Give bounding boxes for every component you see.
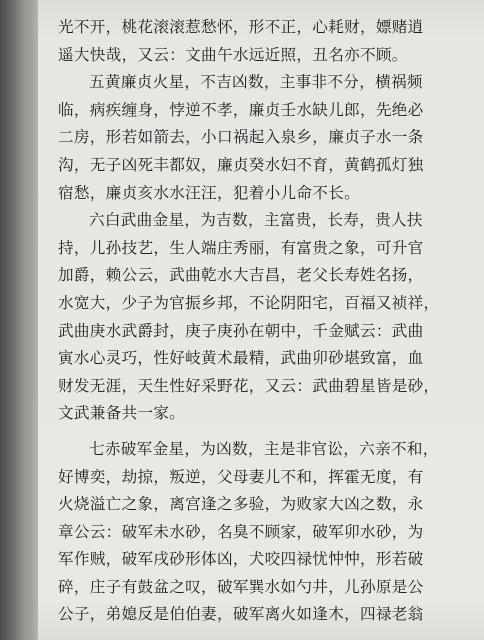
- text-line: 沟，无子凶死丰都奴，廉贞癸水妇不育，黄鹤孤灯独: [58, 155, 424, 174]
- text-line: 武曲庚水武爵封，庚子庚孙在朝中，千金赋云：武曲: [58, 321, 424, 340]
- paragraph-continuation: [58, 14, 458, 69]
- text-line: 二房，形若如箭去，小口祸起入泉乡，廉贞子水一条: [58, 128, 424, 147]
- text-line: 五黄廉贞火星，不吉凶数，主事非不分，横祸频: [89, 73, 423, 92]
- text-line: 火烧溢亡之象，离宫逢之多验，为败家大凶之数，永: [58, 495, 424, 514]
- page-text: [58, 14, 458, 629]
- text-line: 财发无涯，天生性好采野花，又云：武曲碧星皆是砂，: [58, 376, 440, 395]
- paragraph-seven-red: [58, 436, 458, 629]
- text-line: 公子，弟媳反是伯伯妻，破军离火如逢木，四禄老翁: [58, 605, 424, 624]
- text-line: 遥大快哉，又云：文曲午水远近照，丑名亦不顾。: [58, 45, 408, 64]
- book-binding-shadow: [0, 0, 34, 640]
- text-line: 持，儿孙技艺，生人端庄秀丽，有富贵之象，可升官: [58, 238, 424, 257]
- text-line: 宿愁，廉贞亥水水汪汪，犯着小儿命不长。: [58, 183, 360, 202]
- text-line: 光不开，桃花滚滚惹愁怀，形不正，心耗财，嫖赌逍: [58, 18, 424, 36]
- text-line: 水宽大，少子为官振乡邦，不论阴阳宅，百福又祯祥，: [58, 293, 440, 312]
- text-line: 军作贼，破军戌砂形体凶，犬咬四禄忧忡忡，形若破: [58, 550, 424, 569]
- text-line: 寅水心灵巧，性好岐黄术最精，武曲卯砂堪致富，血: [58, 349, 424, 368]
- text-line: 临，病疾缠身，悖逆不孝，廉贞壬水缺儿郎，先绝必: [58, 100, 424, 119]
- text-line: 加爵，赖公云，武曲乾水大吉昌，老父长寿姓名扬，: [58, 266, 424, 285]
- text-line: 章公云：破军未水砂，名臭不顾家，破军卯水砂，为: [58, 522, 424, 541]
- text-line: 好博奕，劫掠，叛逆，父母妻儿不和，挥霍无度，有: [58, 467, 424, 486]
- paragraph-gap: [58, 428, 458, 436]
- paragraph-six-white: [58, 207, 458, 428]
- text-line: 七赤破军金星，为凶数，主是非官讼，六亲不和，: [89, 439, 439, 458]
- text-line: 碎，庄子有鼓盆之叹，破军巽水如勺井，儿孙原是公: [58, 577, 424, 596]
- paragraph-five-yellow: [58, 69, 458, 207]
- text-line: 六白武曲金星，为吉数，主富贵，长寿，贵人扶: [89, 211, 423, 230]
- text-line: 文武兼备共一家。: [58, 404, 186, 423]
- book-page: [38, 0, 484, 640]
